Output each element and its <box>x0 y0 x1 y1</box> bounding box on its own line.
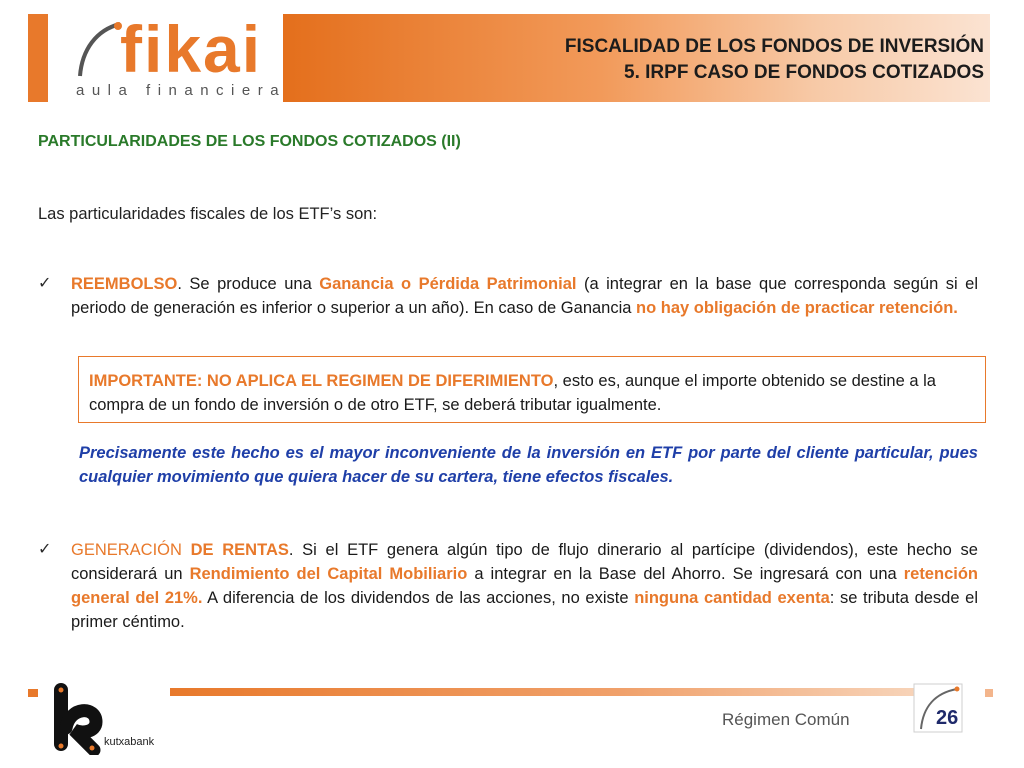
kutxabank-brand: kutxabank <box>104 736 155 748</box>
important-box <box>78 356 986 423</box>
check-icon: ✓ <box>38 541 52 558</box>
fikai-logo <box>50 12 287 102</box>
footer-section-label: Régimen Común <box>722 710 850 729</box>
important-text: , esto es, aunque el importe obtenido se destine a la compra de un fondo de inversión o de otro ETF, se deberá tributar igualmente. <box>89 372 936 414</box>
important-label: IMPORTANTE: NO APLICA EL REGIMEN DE DIFERIMIENTO <box>89 372 554 390</box>
kutxabank-k-icon <box>48 680 108 755</box>
footer-accent-square <box>28 689 38 697</box>
header-band <box>283 14 990 102</box>
footer-line <box>170 688 915 696</box>
logo-wordmark: fikai <box>120 12 263 86</box>
check-icon: ✓ <box>38 275 52 292</box>
logo-subtitle: aula financiera <box>76 82 287 99</box>
fikai-mark-icon <box>76 20 122 78</box>
bullet-text: GENERACIÓN DE RENTAS. Si el ETF genera algún tipo de flujo dinerario al partícipe (dividendos), este hecho se considerará un Rendimiento del Capital Mobiliario a integrar en la Base del Ahorro. Se ingresará con una retención general del 21%. A diferencia de los dividendos de las acciones, no existe ninguna cantidad exenta: se tributa desde el primer céntimo. <box>71 541 979 631</box>
section-title: PARTICULARIDADES DE LOS FONDOS COTIZADOS (II) <box>38 133 461 150</box>
slide-subtitle: 5. IRPF CASO DE FONDOS COTIZADOS <box>624 62 984 83</box>
intro-text: Las particularidades fiscales de los ETF’s son: <box>38 205 378 223</box>
note-text: Precisamente este hecho es el mayor inconveniente de la inversión en ETF por parte del cliente particular, pues cualquier movimiento que quiera hacer de su cartera, tiene efectos fiscales. <box>79 444 978 486</box>
header-accent-bar <box>28 14 48 102</box>
footer-accent-square-right <box>985 689 993 697</box>
bullet-generacion-rentas <box>38 538 978 634</box>
slide-title: FISCALIDAD DE LOS FONDOS DE INVERSIÓN <box>564 36 984 57</box>
bullet-text: REEMBOLSO. Se produce una Ganancia o Pérdida Patrimonial (a integrar en la base que corresponda según si el periodo de generación es inferior o superior a un año). En caso de Ganancia no hay obligación de practicar retención. <box>71 275 978 317</box>
bullet-reembolso <box>38 272 978 320</box>
header <box>28 14 990 102</box>
page-number: 26 <box>936 707 959 729</box>
